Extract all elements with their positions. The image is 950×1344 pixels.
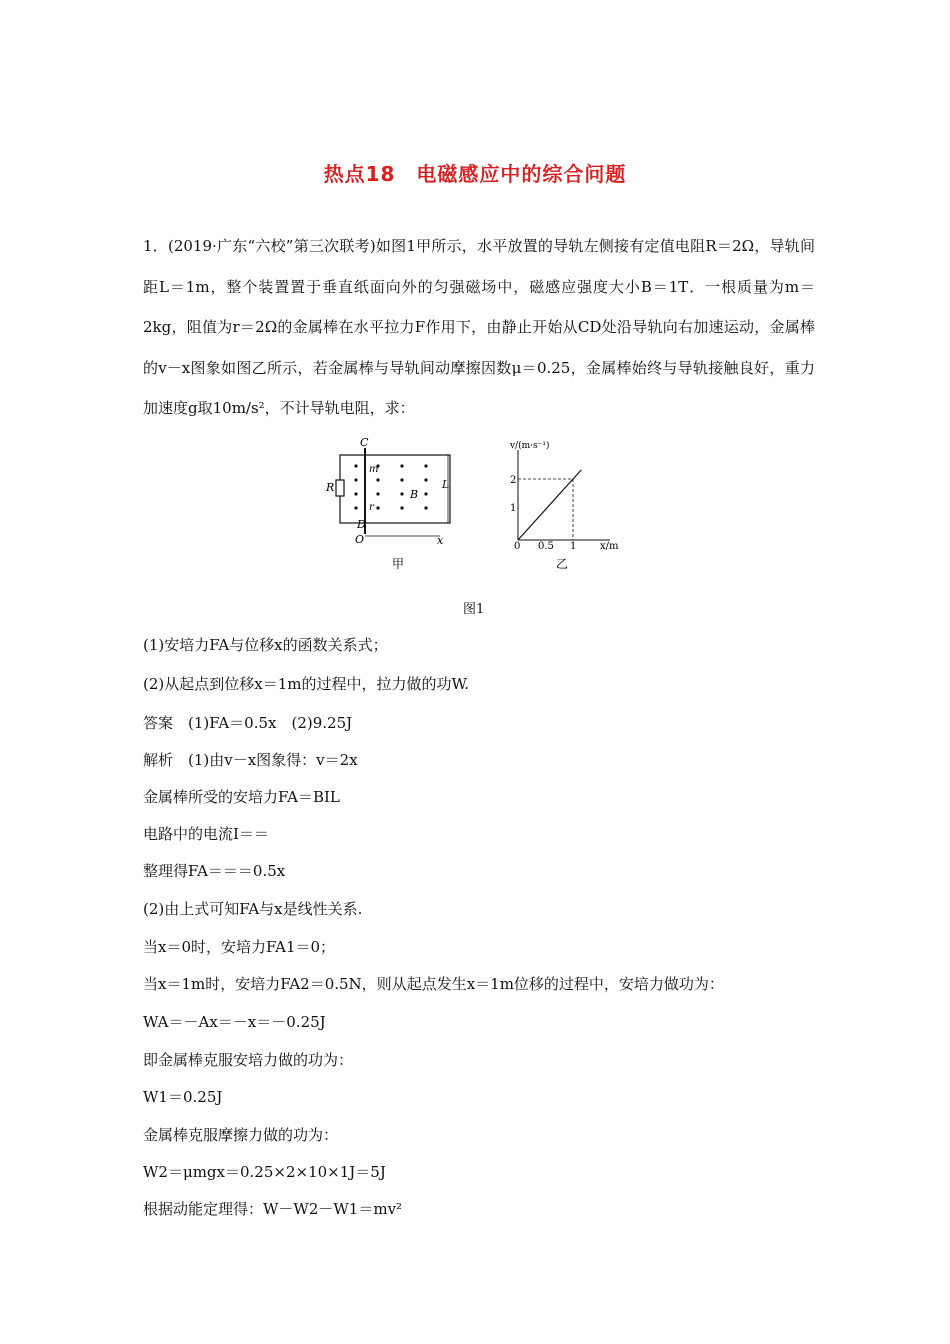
solution-line: (1)安培力FA与位移x的函数关系式；	[143, 636, 388, 654]
resistor-symbol	[336, 480, 344, 496]
solution-line: 当x＝1m时，安培力FA2＝0.5N，则从起点发生x＝1m位移的过程中，安培力做功为：	[143, 975, 724, 993]
label-r: r	[369, 502, 374, 513]
solution-line: (2)从起点到位移x＝1m的过程中，拉力做的功W.	[143, 675, 470, 693]
label-l: L	[442, 478, 450, 491]
chart-origin: 0	[514, 541, 521, 552]
page-title: 热点18 电磁感应中的综合问题	[323, 162, 627, 186]
solution-line: 根据动能定理得：W－W2－W1＝mv²	[143, 1200, 403, 1218]
figure-1	[320, 436, 640, 576]
solution-line: 解析 (1)由v－x图象得：v＝2x	[143, 751, 358, 769]
chart-xtick-1: 1	[570, 541, 577, 552]
problem-text: 1．(2019·广东“六校”第三次联考)如图1甲所示，水平放置的导轨左侧接有定值电阻R＝2Ω，导轨间距L＝1m，整个装置置于垂直纸面向外的匀强磁场中，磁感应强度大小B＝1T．一根质量为m＝2kg，阻值为r＝2Ω的金属棒在水平拉力F作用下，由静止开始从CD处沿导轨向右加速运动，金属棒的v－x图象如图乙所示，若金属棒与导轨间动摩擦因数μ＝0.25，金属棒始终与导轨接触良好，重力加速度g取10m/s²，不计导轨电阻，求：	[143, 237, 815, 418]
solution-line: 答案 (1)FA＝0.5x (2)9.25J	[143, 714, 353, 732]
label-x: x	[437, 534, 444, 547]
label-c: C	[360, 436, 369, 449]
label-m: m	[369, 464, 379, 475]
v-x-chart	[509, 440, 619, 571]
solution-line: 金属棒克服摩擦力做的功为：	[143, 1126, 339, 1144]
solution-line: 整理得FA＝＝＝0.5x	[143, 862, 286, 880]
caption-yi: 乙	[556, 557, 569, 571]
chart-ytick-2: 2	[510, 475, 517, 486]
label-resistor: R	[326, 481, 335, 494]
figure-caption: 图1	[463, 602, 485, 617]
label-b: B	[410, 488, 419, 501]
solution-line: (2)由上式可知FA与x是线性关系.	[143, 900, 363, 918]
label-d: D	[357, 518, 366, 531]
solution-line: 电路中的电流I＝＝	[143, 825, 269, 843]
solution-line: W2＝μmgx＝0.25×2×10×1J＝5J	[143, 1163, 386, 1181]
chart-ytick-1: 1	[510, 503, 517, 514]
solution-line: W1＝0.25J	[143, 1088, 223, 1106]
caption-jia: 甲	[392, 557, 405, 571]
circuit-diagram	[320, 436, 640, 576]
solution-line: 金属棒所受的安培力FA＝BIL	[143, 788, 340, 806]
solution-line: 即金属棒克服安培力做的功为：	[143, 1051, 354, 1069]
label-o: O	[355, 533, 365, 546]
chart-ylabel: v/(m·s⁻¹)	[510, 441, 550, 451]
solution-line: WA＝－Ax＝－x＝－0.25J	[143, 1013, 326, 1031]
chart-xlabel: x/m	[600, 541, 619, 552]
chart-xtick-05: 0.5	[538, 541, 554, 552]
solution-line: 当x＝0时，安培力FA1＝0；	[143, 938, 336, 956]
chart-series-line	[518, 470, 581, 540]
